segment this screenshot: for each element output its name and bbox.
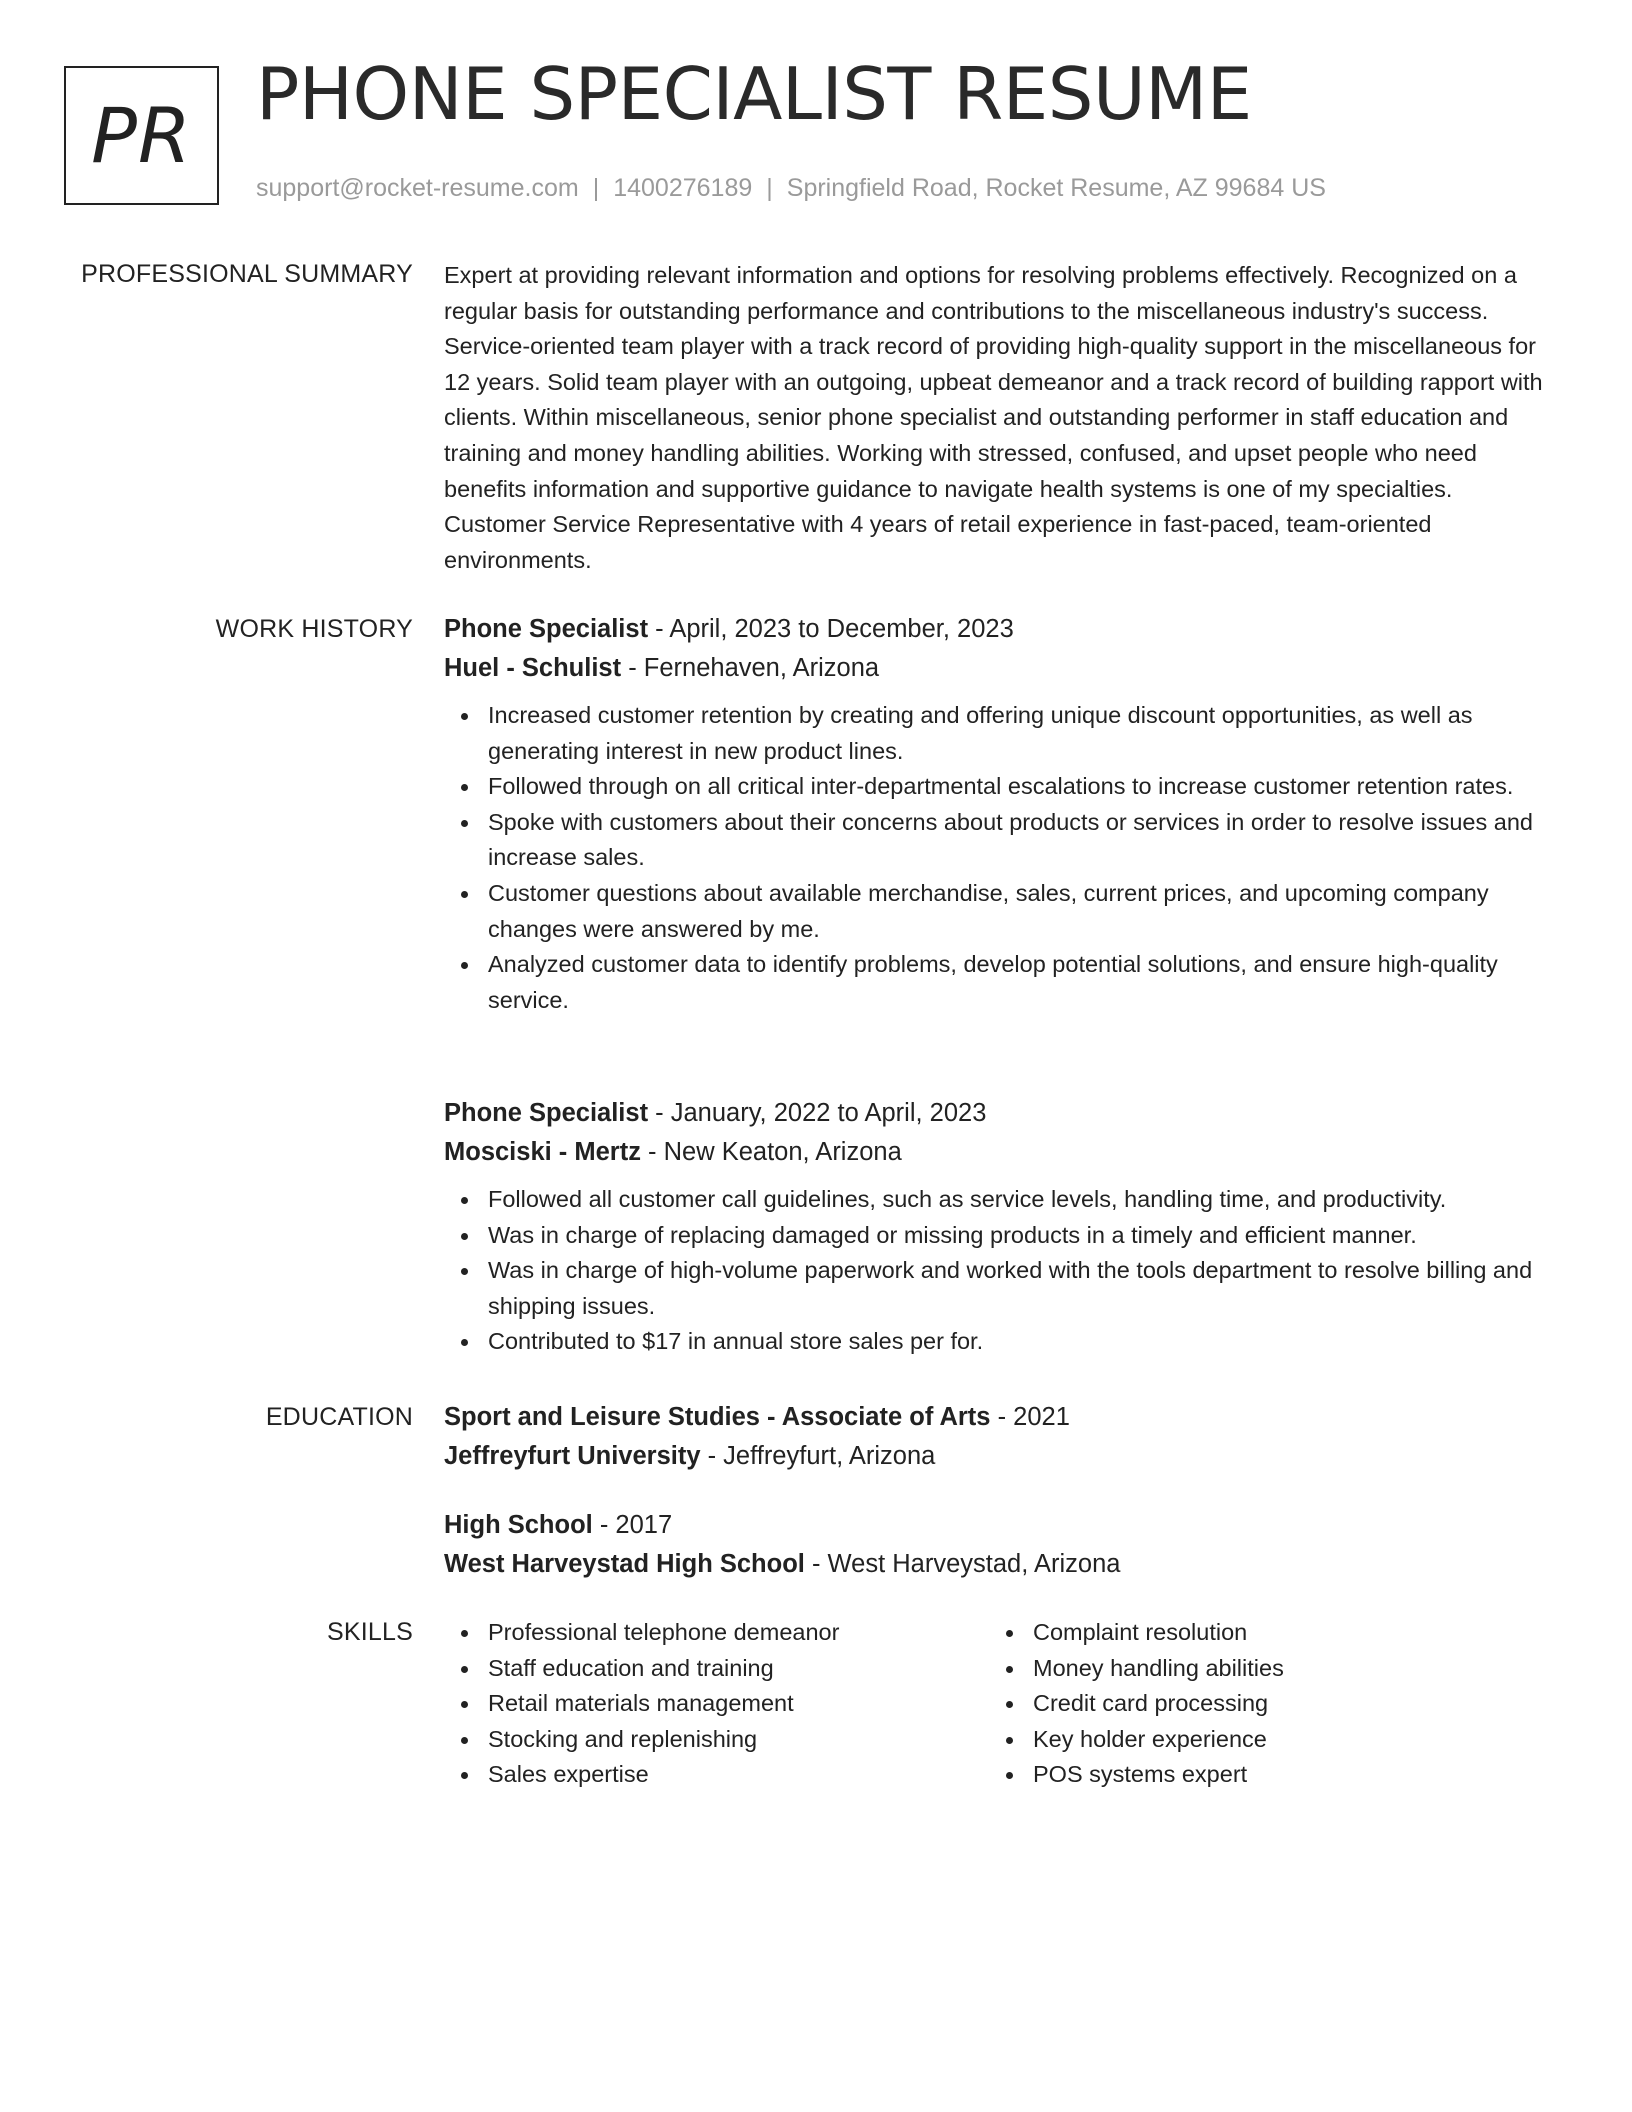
skill-item: POS systems expert [1033,1757,1534,1793]
skills-list [444,1615,989,1793]
job-company-line [444,649,1556,688]
education-degree-line [444,1506,1556,1545]
education-school-line [444,1545,1556,1584]
education-school: Jeffreyfurt University [444,1442,701,1470]
contact-separator: | [592,174,600,202]
contact-line [256,174,1326,203]
contact-address: Springfield Road, Rocket Resume, AZ 99684 US [786,174,1326,202]
skill-item: Key holder experience [1033,1722,1534,1758]
skill-item: Complaint resolution [1033,1615,1534,1651]
education-degree: Sport and Leisure Studies - Associate of Arts [444,1403,991,1431]
job-dates: - January, 2022 to April, 2023 [648,1099,987,1127]
education-degree: High School [444,1511,593,1539]
skill-item: Money handling abilities [1033,1651,1534,1687]
education-entry [444,1506,1556,1584]
job-title: Phone Specialist [444,615,649,643]
job-entry [444,610,1556,1018]
skill-item: Sales expertise [488,1757,989,1793]
section-label-skills: SKILLS [327,1618,413,1646]
job-bullets [444,698,1556,1018]
education-year: - 2017 [592,1511,673,1539]
skills-list [989,1615,1534,1793]
job-bullet: Was in charge of replacing damaged or missing products in a timely and efficient manner. [488,1218,1556,1254]
education-year: - 2021 [990,1403,1070,1431]
resume-title: PHONE SPECIALIST RESUME [256,52,1252,136]
job-title: Phone Specialist [444,1099,649,1127]
skills-grid [444,1615,1556,1793]
job-bullet: Followed all customer call guidelines, such as service levels, handling time, and productivity. [488,1182,1556,1218]
monogram-box [64,66,219,205]
job-location: - New Keaton, Arizona [640,1138,902,1166]
education-location: - West Harveystad, Arizona [804,1550,1121,1578]
job-bullets [444,1182,1556,1360]
education-entry [444,1398,1556,1476]
education-degree-line [444,1398,1556,1437]
work-history-section [444,610,1556,1018]
job-bullet: Contributed to $17 in annual store sales per for. [488,1324,1556,1360]
skills-column-right [989,1615,1534,1793]
job-title-line [444,1094,1556,1133]
job-bullet: Customer questions about available merchandise, sales, current prices, and upcoming company changes were answered by me. [488,876,1556,947]
skill-item: Staff education and training [488,1651,989,1687]
education-school-line [444,1437,1556,1476]
contact-phone: 1400276189 [613,174,753,202]
monogram-initials: PR [91,91,192,180]
skill-item: Professional telephone demeanor [488,1615,989,1651]
contact-email: support@rocket-resume.com [256,174,579,202]
job-title-line [444,610,1556,649]
job-bullet: Analyzed customer data to identify problems, develop potential solutions, and ensure high-quality service. [488,947,1556,1018]
job-bullet: Followed through on all critical inter-departmental escalations to increase customer retention rates. [488,769,1556,805]
job-bullet: Spoke with customers about their concerns about products or services in order to resolve issues and increase sales. [488,805,1556,876]
education-location: - Jeffreyfurt, Arizona [700,1442,936,1470]
education-school: West Harveystad High School [444,1550,805,1578]
section-label-education: EDUCATION [265,1403,413,1431]
job-bullet: Increased customer retention by creating and offering unique discount opportunities, as well as generating interest in new product lines. [488,698,1556,769]
summary-section [444,258,1556,578]
section-label-work-history: WORK HISTORY [215,615,413,643]
job-bullet: Was in charge of high-volume paperwork and worked with the tools department to resolve billing and shipping issues. [488,1253,1556,1324]
skills-section [444,1615,1556,1793]
job-location: - Fernehaven, Arizona [621,654,880,682]
job-company: Huel - Schulist [444,654,622,682]
job-company: Mosciski - Mertz [444,1138,641,1166]
skill-item: Credit card processing [1033,1686,1534,1722]
skills-column-left [444,1615,989,1793]
contact-separator: | [766,174,773,202]
skill-item: Retail materials management [488,1686,989,1722]
job-dates: - April, 2023 to December, 2023 [648,615,1014,643]
job-entry [444,1094,1556,1360]
job-company-line [444,1133,1556,1172]
skill-item: Stocking and replenishing [488,1722,989,1758]
section-label-summary: PROFESSIONAL SUMMARY [81,260,413,288]
summary-text: Expert at providing relevant information and options for resolving problems effectively. Recognized on a regular basis for outstanding performance and contributions to the miscellaneous industry's success. Service-oriented team player with a track record of providing high-quality support in the miscellaneous for 12 years. Solid team player with an outgoing, upbeat demeanor and a track record of building rapport with clients. Within miscellaneous, senior phone specialist and outstanding performer in staff education and training and money handling abilities. Working with stressed, confused, and upset people who need benefits information and supportive guidance to navigate health systems is one of my specialties. Customer Service Representative with 4 years of retail experience in fast-paced, team-oriented environments. [444,262,1543,573]
